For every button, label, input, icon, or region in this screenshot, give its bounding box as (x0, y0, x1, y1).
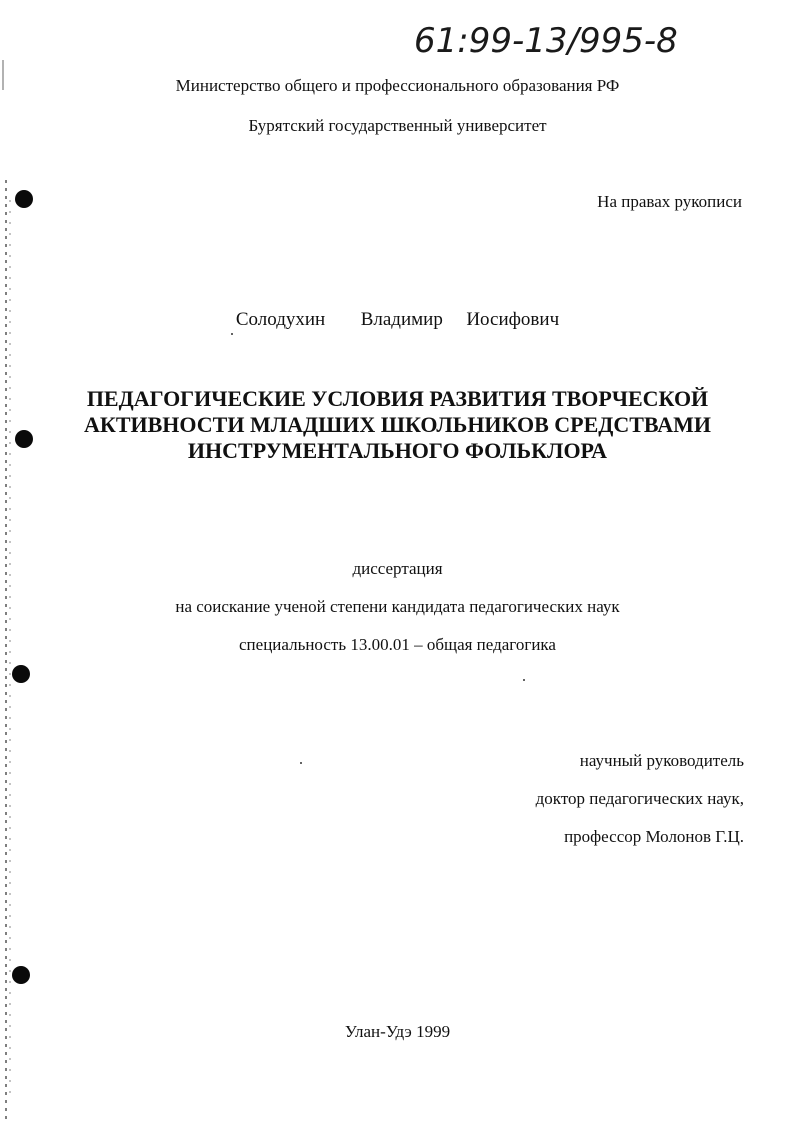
scan-speck (231, 333, 233, 335)
dissertation-title (0, 386, 795, 464)
university-name: Бурятский государственный университет (248, 116, 547, 135)
work-type: диссертация (352, 559, 443, 578)
title-line: ИНСТРУМЕНТАЛЬНОГО ФОЛЬКЛОРА (187, 438, 608, 463)
punch-hole (12, 665, 30, 683)
author-first-name: Владимир (360, 309, 443, 330)
author-surname: Солодухин (235, 309, 326, 330)
author-patronymic: Иосифович (466, 309, 560, 330)
scan-speck (300, 762, 302, 764)
specialty-line: специальность 13.00.01 – общая педагогика (239, 635, 556, 654)
author-name (0, 309, 795, 331)
punch-hole (15, 190, 33, 208)
place-and-year: Улан-Удэ 1999 (344, 1022, 451, 1041)
supervisor-degree: доктор педагогических наук, (535, 789, 744, 808)
supervisor-role: научный руководитель (579, 751, 744, 770)
ministry-name: Министерство общего и профессионального образования РФ (175, 76, 620, 95)
handwritten-inventory-number (410, 14, 710, 64)
supervisor-name: профессор Молонов Г.Ц. (564, 827, 744, 846)
title-line: ПЕДАГОГИЧЕСКИЕ УСЛОВИЯ РАЗВИТИЯ ТВОРЧЕСКОЙ (86, 386, 709, 411)
scan-speck (523, 679, 525, 681)
title-line: АКТИВНОСТИ МЛАДШИХ ШКОЛЬНИКОВ СРЕДСТВАМИ (84, 412, 711, 437)
degree-line: на соискание ученой степени кандидата педагогических наук (175, 597, 620, 616)
inventory-number-text: 61:99-13/995-8 (414, 21, 678, 61)
rights-note: На правах рукописи (597, 192, 742, 211)
punch-hole (12, 966, 30, 984)
